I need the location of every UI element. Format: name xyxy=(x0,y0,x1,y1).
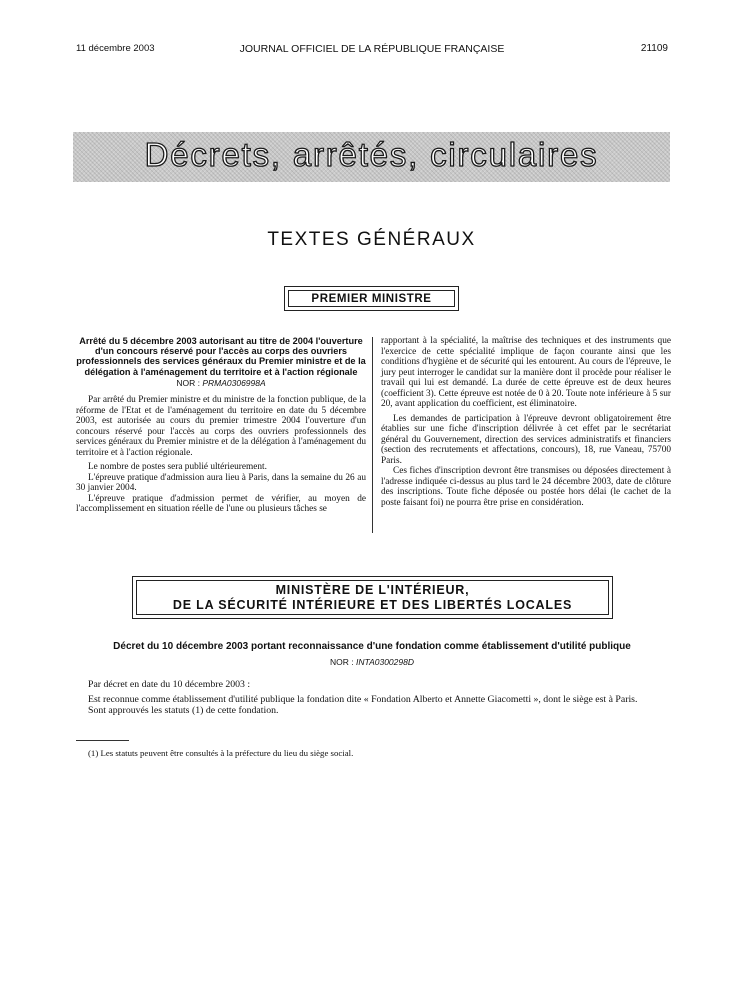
ministry-line-1: MINISTÈRE DE L'INTÉRIEUR, xyxy=(275,583,470,597)
paragraph: Par décret en date du 10 décembre 2003 : xyxy=(88,679,251,690)
nor-label: NOR : xyxy=(176,377,200,388)
journal-title: JOURNAL OFFICIEL DE LA RÉPUBLIQUE FRANÇAISE xyxy=(239,43,505,55)
decret-nor xyxy=(76,657,668,667)
section-title: TEXTES GÉNÉRAUX xyxy=(267,229,476,250)
banner-title: Décrets, arrêtés, circulaires xyxy=(144,136,599,173)
arrete-left-column xyxy=(76,336,366,515)
nor-label: NOR : xyxy=(330,657,354,667)
column-divider xyxy=(372,337,373,533)
ministry-box-premier-ministre xyxy=(284,286,459,311)
footnote: (1) Les statuts peuvent être consultés à la préfecture du lieu du siège social. xyxy=(88,748,354,758)
paragraph: Par arrêté du Premier ministre et du ministre de la fonction publique, de la réforme de l'Etat et de l'aménagement du territoire en date du 5 décembre 2003, est autorisée au cours du premier trimestre 2004 l'ouverture d'un concours réservé pour l'accès au corps des ouvriers professionnels des services généraux du Premier ministre et de la délégation à l'aménagement du territoire et à l'action régionale. xyxy=(76,395,366,458)
nor-code: PRMA0306998A xyxy=(202,377,266,388)
footnote-rule xyxy=(76,740,129,741)
decret-body xyxy=(76,679,668,717)
ministry-box-interieur xyxy=(132,576,613,619)
arrete-title: Arrêté du 5 décembre 2003 autorisant au titre de 2004 l'ouverture d'un concours réservé pour l'accès au corps des ouvriers professionnels des services généraux du Premier ministre et de la délégation à l'aménagement du territoire et à l'action régionale xyxy=(76,336,366,377)
paragraph: rapportant à la spécialité, la maîtrise des techniques et des instruments que l'exercice de cette spécialité implique de façon courante ainsi que les conditions d'hygiène et de sécurité qui les entourent. Au cours de l'épreuve, le jury peut interroger le candidat sur la manière dont il procède pour réaliser le travail qui lui est demandé. La durée de cette épreuve est de deux heures (coefficient 3). Cette épreuve est notée de 0 à 20. Toute note inférieure à 5 sur 20, avant application du coefficient, est éliminatoire. xyxy=(381,336,671,409)
ministry-line-2: DE LA SÉCURITÉ INTÉRIEURE ET DES LIBERTÉS LOCALES xyxy=(172,598,573,612)
paragraph: Les demandes de participation à l'épreuve devront obligatoirement être établies sur une fiche d'inscription délivrée à cet effet par le secrétariat général du Gouvernement, direction des services administratifs et financiers (section des recrutements et affectations, concours), 18, rue Vaneau, 75700 Paris. xyxy=(381,413,671,466)
paragraph: Le nombre de postes sera publié ultérieurement. xyxy=(88,462,267,473)
issue-date: 11 décembre 2003 xyxy=(76,43,155,54)
paragraph: Est reconnue comme établissement d'utilité publique la fondation dite « Fondation Alberto et Annette Giacometti », dont le siège est à Paris. xyxy=(88,693,638,705)
paragraph: Ces fiches d'inscription devront être transmises ou déposées directement à l'adresse indiquée ci-dessus au plus tard le 24 décembre 2003, date de clôture des inscriptions. Toute fiche déposée ou postée hors délai (le cachet de la poste faisant foi) ne pourra être prise en considération. xyxy=(381,466,671,508)
paragraph: Sont approuvés les statuts (1) de cette fondation. xyxy=(88,705,279,716)
nor-code: INTA0300298D xyxy=(356,657,414,667)
page-number: 21109 xyxy=(640,43,668,54)
decret-title: Décret du 10 décembre 2003 portant reconnaissance d'une fondation comme établissement d'utilité publique xyxy=(113,641,631,652)
ministry-name: PREMIER MINISTRE xyxy=(288,290,455,307)
arrete-right-column xyxy=(381,336,671,508)
arrete-nor xyxy=(76,378,366,389)
paragraph: L'épreuve pratique d'admission permet de vérifier, au moyen de l'accomplissement en situation réelle de l'une ou plusieurs tâches se xyxy=(76,493,366,515)
paragraph: L'épreuve pratique d'admission aura lieu à Paris, dans la semaine du 26 au 30 janvier 2004. xyxy=(76,472,366,494)
